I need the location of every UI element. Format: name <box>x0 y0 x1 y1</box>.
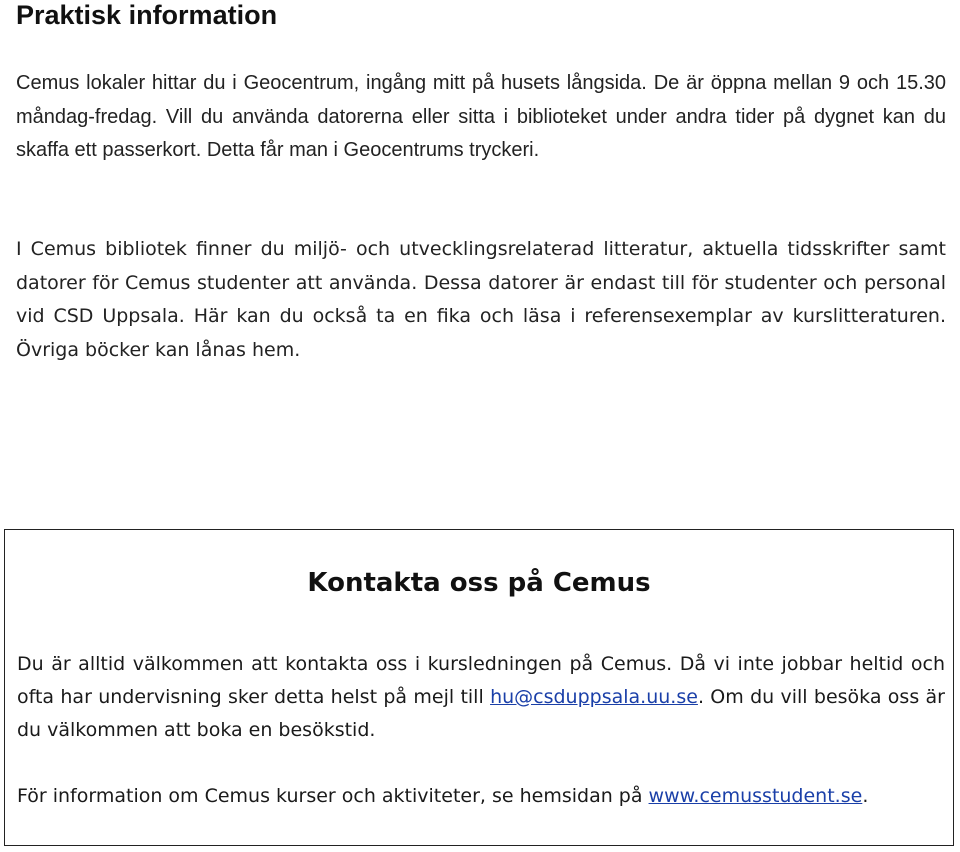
website-text-after: . <box>862 785 869 807</box>
website-paragraph <box>17 780 945 813</box>
location-paragraph: Cemus lokaler hittar du i Geocentrum, ingång mitt på husets långsida. De är öppna mellan 9 och 15.30 måndag-fredag. Vill du använda datorerna eller sitta i biblioteket under andra tider på dygnet kan du skaffa ett passerkort. Detta får man i Geocentrums tryckeri. <box>16 72 946 162</box>
contact-box <box>4 529 954 846</box>
website-text-before: För information om Cemus kurser och aktiviteter, se hemsidan på <box>17 785 649 807</box>
contact-text-after: . Om du vill besöka oss är du välkommen att boka en besökstid. <box>17 686 945 741</box>
section-heading: Praktisk information <box>16 0 278 30</box>
email-link[interactable]: hu@csduppsala.uu.se <box>490 686 698 708</box>
website-link[interactable]: www.cemusstudent.se <box>648 785 863 807</box>
contact-title: Kontakta oss på Cemus <box>307 568 651 598</box>
contact-text-before: Du är alltid välkommen att kontakta oss i kursledningen på Cemus. Då vi inte jobbar heltid och ofta har undervisning sker detta helst på mejl till <box>17 653 945 708</box>
library-paragraph: I Cemus bibliotek finner du miljö- och utvecklingsrelaterad litteratur, aktuella tidsskrifter samt datorer för Cemus studenter att använda. Dessa datorer är endast till för studenter och personal vid CSD Uppsala. Här kan du också ta en fika och läsa i referensexemplar av kurslitteraturen. Övriga böcker kan lånas hem. <box>16 238 946 361</box>
contact-paragraph <box>17 648 945 747</box>
